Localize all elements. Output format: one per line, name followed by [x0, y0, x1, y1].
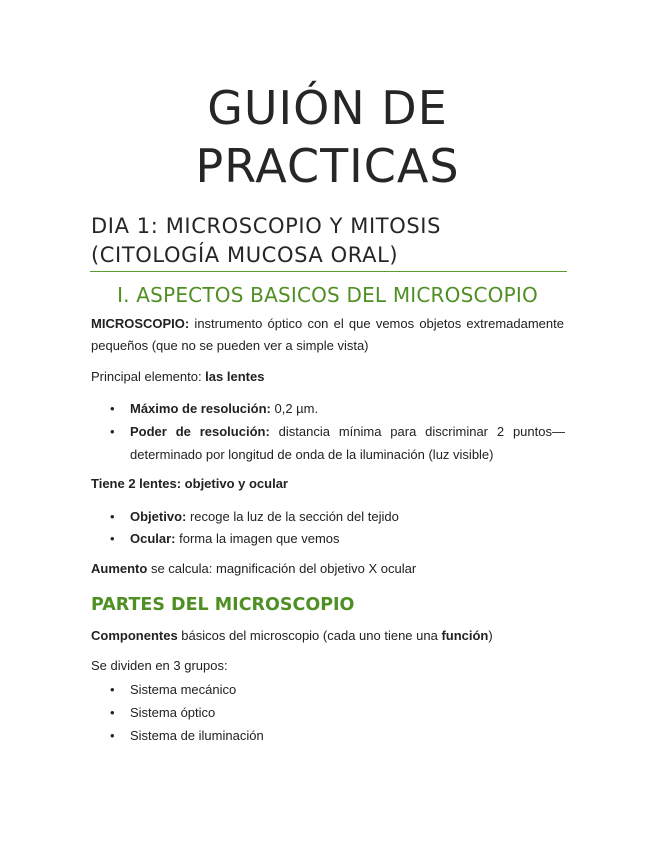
- componentes-close: ): [488, 628, 493, 643]
- list-item: [110, 420, 565, 466]
- componentes-text: básicos del microscopio (cada uno tiene una: [177, 628, 442, 643]
- list-item-term: Máximo de resolución:: [130, 401, 271, 416]
- lentes-heading: [91, 473, 564, 495]
- bullet-icon: •: [110, 728, 115, 743]
- principal-label: Principal elemento:: [91, 369, 206, 384]
- list-item-term: Objetivo:: [130, 509, 187, 524]
- bullet-icon: •: [110, 682, 115, 697]
- list-item: [110, 527, 565, 550]
- microscopio-definition: [91, 313, 564, 357]
- componentes-line: [91, 625, 564, 647]
- day-heading: DIA 1: MICROSCOPIO Y MITOSIS (CITOLOGÍA MUCOSA ORAL): [91, 214, 442, 267]
- principal-element: [91, 366, 564, 388]
- document-title-line-1: GUIÓN DE: [207, 81, 448, 135]
- bullet-icon: •: [110, 705, 115, 720]
- list-item-text: 0,2 µm.: [270, 401, 319, 416]
- list-item: [110, 701, 565, 724]
- list-item-term: Ocular:: [130, 531, 176, 546]
- bullet-icon: •: [110, 401, 115, 416]
- lentes-heading-text: Tiene 2 lentes: objetivo y ocular: [91, 476, 288, 491]
- microscopio-term: MICROSCOPIO:: [91, 316, 190, 331]
- componentes-term: Componentes: [91, 628, 178, 643]
- list-item-text: Sistema mecánico: [130, 682, 237, 697]
- bullet-icon: •: [110, 509, 115, 524]
- aumento-text: se calcula: magnificación del objetivo X ocular: [147, 561, 417, 576]
- principal-value: las lentes: [205, 369, 265, 384]
- bullet-icon: •: [110, 531, 115, 546]
- list-item-term: Poder de resolución:: [130, 424, 270, 439]
- list-item: [110, 678, 565, 701]
- list-item-text: Sistema de iluminación: [130, 728, 264, 743]
- heading-divider: [90, 271, 567, 272]
- groups-intro: Se dividen en 3 grupos:: [91, 658, 228, 673]
- funcion-term: función: [441, 628, 489, 643]
- microscopio-text: instrumento óptico con el que vemos objetos extremadamente pequeños (que no se pueden ver a simple vista): [91, 316, 564, 353]
- list-item-text: forma la imagen que vemos: [175, 531, 340, 546]
- section-heading: I. ASPECTOS BASICOS DEL MICROSCOPIO: [117, 283, 538, 307]
- list-item: [110, 397, 565, 420]
- list-item-text: recoge la luz de la sección del tejido: [186, 509, 399, 524]
- bullet-icon: •: [110, 424, 115, 439]
- list-item-text: Sistema óptico: [130, 705, 216, 720]
- list-item: [110, 724, 565, 747]
- document-title-line-2: PRACTICAS: [195, 139, 460, 193]
- aumento-term: Aumento: [91, 561, 148, 576]
- parts-heading: PARTES DEL MICROSCOPIO: [91, 595, 355, 615]
- list-item: [110, 505, 565, 528]
- list-item-text: distancia mínima para discriminar 2 puntos—determinado por longitud de onda de la iluminación (luz visible): [130, 424, 565, 462]
- aumento-line: [91, 558, 564, 580]
